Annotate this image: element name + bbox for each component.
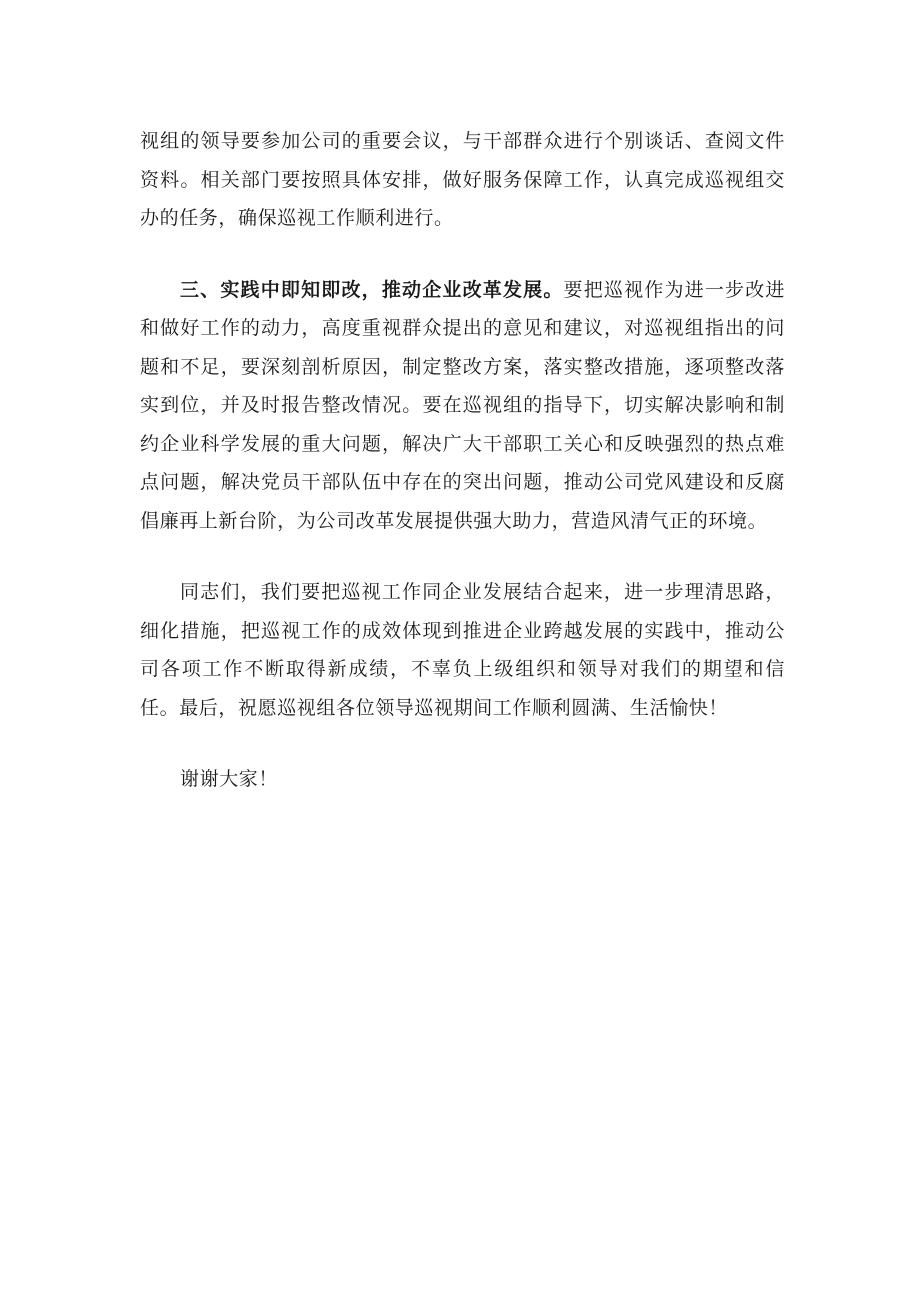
paragraph-section-three (140, 271, 785, 541)
paragraph-continuation: 视组的领导要参加公司的重要会议，与干部群众进行个别谈话、查阅文件资料。相关部门要按照具体安排，做好服务保障工作，认真完成巡视组交办的任务，确保巡视工作顺利进行。 (140, 130, 785, 229)
paragraph-thanks: 谢谢大家！ (180, 768, 279, 790)
section-heading: 三、实践中即知即改，推动企业改革发展。 (180, 278, 564, 301)
paragraph-closing: 同志们，我们要把巡视工作同企业发展结合起来，进一步理清思路，细化措施，把巡视工作的成效体现到推进企业跨越发展的实践中，推动公司各项工作不断取得新成绩，不辜负上级组织和领导对我们的期望和信任。最后，祝愿巡视组各位领导巡视期间工作顺利圆满、生活愉快！ (140, 581, 785, 719)
section-body: 要把巡视作为进一步改进和做好工作的动力，高度重视群众提出的意见和建议，对巡视组指出的问题和不足，要深刻剖析原因，制定整改方案，落实整改措施，逐项整改落实到位，并及时报告整改情况。要在巡视组的指导下，切实解决影响和制约企业科学发展的重大问题，解决广大干部职工关心和反映强烈的热点难点问题，解决党员干部队伍中存在的突出问题，推动公司党风建设和反腐倡廉再上新台阶，为公司改革发展提供强大助力，营造风清气正的环境。 (140, 278, 785, 532)
document-body (140, 122, 785, 799)
